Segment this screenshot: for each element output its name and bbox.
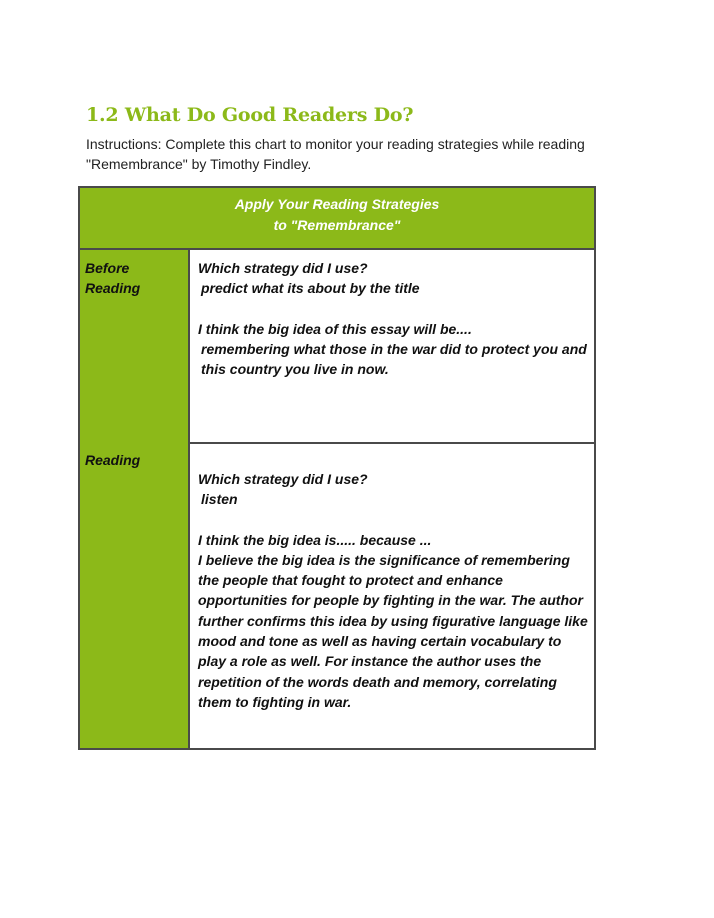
page-title: 1.2 What Do Good Readers Do? bbox=[86, 104, 414, 126]
chart-header-line-1: Apply Your Reading Strategies bbox=[234, 196, 440, 212]
reading-question-strategy: Which strategy did I use? bbox=[198, 471, 368, 487]
reading-label bbox=[80, 442, 190, 748]
reading-answer-strategy: listen bbox=[201, 491, 238, 508]
before-reading-label bbox=[80, 250, 190, 442]
reading-question-big-idea: I think the big idea is..... because ... bbox=[198, 531, 432, 548]
row-reading bbox=[80, 442, 594, 748]
instructions-text: Instructions: Complete this chart to monitor your reading strategies while reading "Remembrance" by Timothy Findley. bbox=[86, 136, 585, 172]
before-question-strategy: Which strategy did I use? bbox=[198, 260, 368, 276]
before-answer-strategy: predict what its about by the title bbox=[201, 280, 420, 297]
before-question-big-idea: I think the big idea of this essay will be.... bbox=[198, 320, 472, 337]
before-reading-response[interactable] bbox=[192, 250, 594, 442]
before-label-line-1: Before bbox=[85, 260, 130, 276]
chart-header bbox=[80, 188, 594, 250]
reading-response[interactable] bbox=[192, 442, 594, 748]
before-label-line-2: Reading bbox=[85, 280, 141, 296]
reading-label-text: Reading bbox=[85, 452, 141, 468]
chart-header-line-2: to "Remembrance" bbox=[273, 217, 401, 233]
reading-answer-big-idea: I believe the big idea is the significance of remembering the people that fought to protect and enhance opportunities for people by fighting in the war. The author further confirms this idea by using figurative language like mood and tone as well as having certain vocabulary to play a role as well. For instance the author uses the repetition of the words death and memory, correlating them to fighting in war. bbox=[198, 551, 588, 710]
before-answer-big-idea: remembering what those in the war did to protect you and this country you live in now. bbox=[201, 340, 587, 378]
reading-strategies-chart bbox=[78, 186, 596, 750]
row-before-reading bbox=[80, 250, 594, 444]
